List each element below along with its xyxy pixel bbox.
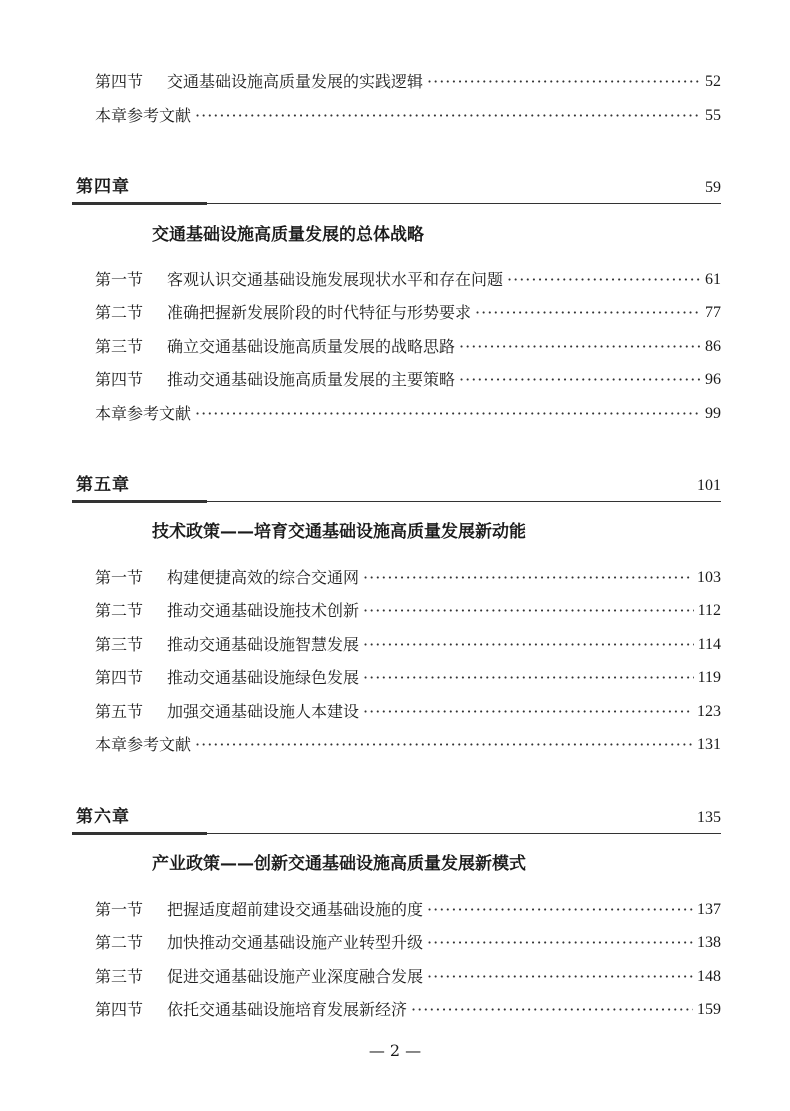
page-number: 159 bbox=[697, 1001, 721, 1018]
section-title: 加快推动交通基础设施产业转型升级 bbox=[167, 933, 424, 952]
page-number: 148 bbox=[697, 968, 721, 985]
page-number: 123 bbox=[697, 703, 721, 720]
toc-entry[interactable] bbox=[95, 965, 721, 989]
leader-dots bbox=[427, 898, 693, 922]
page-number: 99 bbox=[705, 405, 721, 422]
page-number: 138 bbox=[697, 934, 721, 951]
chapter-rule bbox=[72, 500, 721, 503]
toc-entry[interactable] bbox=[95, 599, 721, 623]
section-number: 第二节 bbox=[95, 303, 144, 322]
toc-entry[interactable] bbox=[95, 700, 721, 724]
section-title: 交通基础设施高质量发展的实践逻辑 bbox=[167, 72, 424, 91]
section-number: 第二节 bbox=[95, 601, 144, 620]
page-number: 131 bbox=[697, 736, 721, 753]
section-title: 依托交通基础设施培育发展新经济 bbox=[167, 1000, 408, 1019]
leader-dots bbox=[507, 268, 701, 292]
section-number: 第五节 bbox=[95, 702, 144, 721]
section-number: 第四节 bbox=[95, 668, 144, 687]
section-number: 第二节 bbox=[95, 933, 144, 952]
section-title: 本章参考文献 bbox=[95, 735, 192, 754]
section-title: 推动交通基础设施绿色发展 bbox=[167, 668, 360, 687]
page-number: 55 bbox=[705, 107, 721, 124]
section-number: 第一节 bbox=[95, 270, 144, 289]
section-number: 第一节 bbox=[95, 568, 144, 587]
chapter-heading[interactable] bbox=[72, 472, 721, 500]
chapter-title: 技术政策——培育交通基础设施高质量发展新动能 bbox=[152, 522, 526, 542]
leader-dots bbox=[459, 368, 701, 392]
chapter-number: 第四章 bbox=[76, 177, 130, 197]
chapter-heading[interactable] bbox=[72, 174, 721, 202]
section-title: 促进交通基础设施产业深度融合发展 bbox=[167, 967, 424, 986]
chapter-rule bbox=[72, 832, 721, 835]
section-title: 推动交通基础设施高质量发展的主要策略 bbox=[167, 370, 456, 389]
page-number: 112 bbox=[697, 602, 721, 619]
section-title: 确立交通基础设施高质量发展的战略思路 bbox=[167, 337, 456, 356]
page-number: 103 bbox=[697, 569, 721, 586]
toc-entry[interactable] bbox=[95, 268, 721, 292]
chapter-page-number: 101 bbox=[697, 477, 721, 494]
section-title: 客观认识交通基础设施发展现状水平和存在问题 bbox=[167, 270, 504, 289]
leader-dots bbox=[411, 998, 693, 1022]
toc-entry[interactable] bbox=[95, 301, 721, 325]
toc-entry[interactable] bbox=[95, 666, 721, 690]
leader-dots bbox=[459, 335, 701, 359]
page-number: 77 bbox=[705, 304, 721, 321]
leader-dots bbox=[363, 599, 694, 623]
page-number: 86 bbox=[705, 338, 721, 355]
chapter-title: 产业政策——创新交通基础设施高质量发展新模式 bbox=[152, 854, 526, 874]
leader-dots bbox=[195, 733, 693, 757]
chapter-title: 交通基础设施高质量发展的总体战略 bbox=[152, 225, 424, 245]
toc-entry[interactable] bbox=[95, 70, 721, 94]
section-title: 推动交通基础设施智慧发展 bbox=[167, 635, 360, 654]
chapter-page-number: 135 bbox=[697, 809, 721, 826]
toc-entry[interactable] bbox=[95, 998, 721, 1022]
leader-dots bbox=[363, 700, 693, 724]
leader-dots bbox=[363, 633, 694, 657]
toc-entry[interactable] bbox=[95, 633, 721, 657]
section-number: 第四节 bbox=[95, 370, 144, 389]
chapter-rule bbox=[72, 202, 721, 205]
toc-entry-references[interactable] bbox=[95, 733, 721, 757]
toc-entry[interactable] bbox=[95, 898, 721, 922]
chapter-heading[interactable] bbox=[72, 804, 721, 832]
chapter-number: 第六章 bbox=[76, 807, 130, 827]
section-title: 本章参考文献 bbox=[95, 106, 192, 125]
toc-entry-references[interactable] bbox=[95, 104, 721, 128]
section-number: 第三节 bbox=[95, 337, 144, 356]
toc-entry-references[interactable] bbox=[95, 402, 721, 426]
section-title: 把握适度超前建设交通基础设施的度 bbox=[167, 900, 424, 919]
section-number: 第三节 bbox=[95, 635, 144, 654]
section-title: 本章参考文献 bbox=[95, 404, 192, 423]
section-title: 加强交通基础设施人本建设 bbox=[167, 702, 360, 721]
section-number: 第四节 bbox=[95, 72, 144, 91]
section-title: 推动交通基础设施技术创新 bbox=[167, 601, 360, 620]
chapter-number: 第五章 bbox=[76, 475, 130, 495]
leader-dots bbox=[195, 402, 701, 426]
chapter-page-number: 59 bbox=[705, 179, 721, 196]
toc-entry[interactable] bbox=[95, 931, 721, 955]
section-number: 第三节 bbox=[95, 967, 144, 986]
page-number: 114 bbox=[697, 636, 721, 653]
leader-dots bbox=[427, 931, 693, 955]
section-title: 构建便捷高效的综合交通网 bbox=[167, 568, 360, 587]
toc-entry[interactable] bbox=[95, 566, 721, 590]
page-number: 119 bbox=[697, 669, 721, 686]
page-number: 96 bbox=[705, 371, 721, 388]
leader-dots bbox=[475, 301, 701, 325]
footer-page-number: — 2 — bbox=[368, 1041, 422, 1060]
section-number: 第一节 bbox=[95, 900, 144, 919]
leader-dots bbox=[427, 965, 693, 989]
toc-entry[interactable] bbox=[95, 368, 721, 392]
leader-dots bbox=[363, 566, 693, 590]
leader-dots bbox=[427, 70, 701, 94]
section-number: 第四节 bbox=[95, 1000, 144, 1019]
page-number: 137 bbox=[697, 901, 721, 918]
section-title: 准确把握新发展阶段的时代特征与形势要求 bbox=[167, 303, 472, 322]
page-number: 61 bbox=[705, 271, 721, 288]
leader-dots bbox=[195, 104, 701, 128]
leader-dots bbox=[363, 666, 694, 690]
page-number: 52 bbox=[705, 73, 721, 90]
toc-entry[interactable] bbox=[95, 335, 721, 359]
